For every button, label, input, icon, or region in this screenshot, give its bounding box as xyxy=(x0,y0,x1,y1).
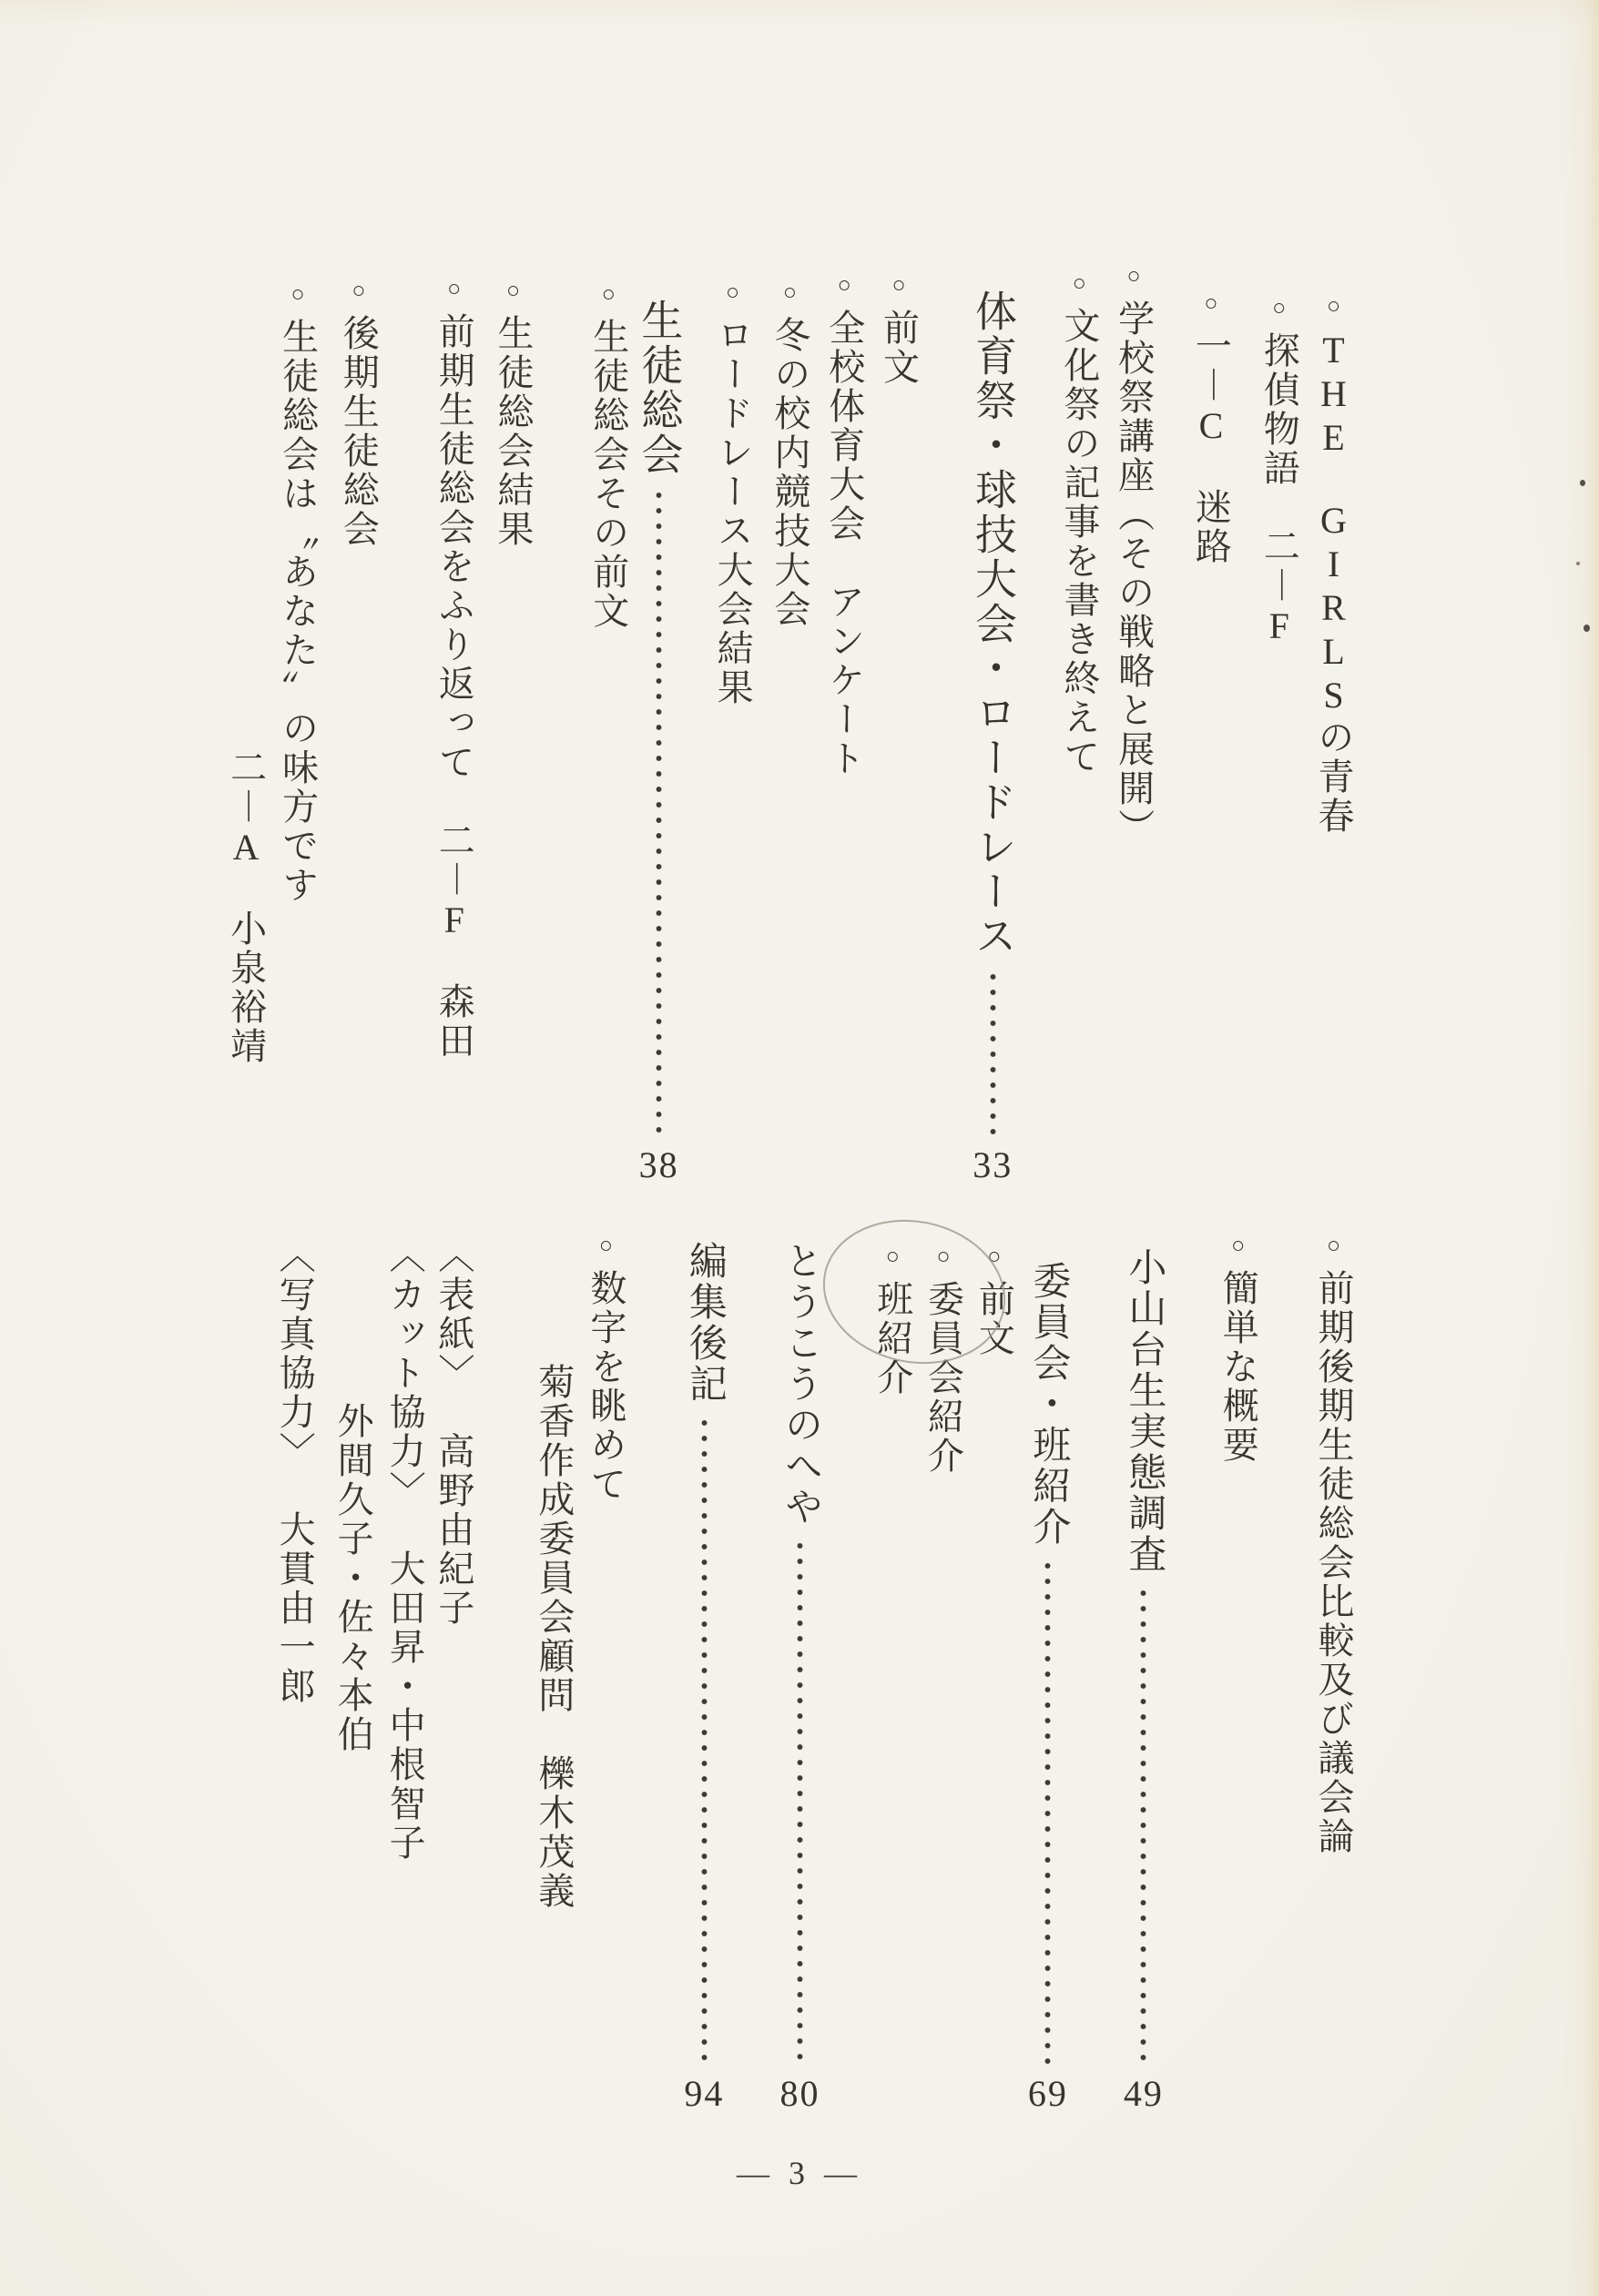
toc-page-number: 69 xyxy=(1027,2073,1068,2114)
toc-entry-text: THE GIRLSの青春 xyxy=(1313,330,1354,836)
item-bullet: ○ xyxy=(1066,271,1092,299)
dotted-leader xyxy=(1140,1588,1146,2067)
scan-speck xyxy=(1576,562,1580,565)
toc-entry xyxy=(1312,1234,1353,2112)
item-bullet: ○ xyxy=(1198,291,1224,319)
item-bullet: ○ xyxy=(346,279,372,306)
toc-entry-text: 探偵物語 二︱F xyxy=(1258,331,1300,649)
toc-entry-text: ロードレース大会結果 xyxy=(712,316,754,707)
toc-page-number: 33 xyxy=(973,1144,1013,1185)
toc-section-heading xyxy=(970,264,1017,1184)
toc-section-heading xyxy=(1026,1234,1069,2112)
toc-entry-text: 簡単な概要 xyxy=(1217,1269,1259,1465)
toc-heading-text: 生徒総会 xyxy=(636,299,683,477)
item-bullet: ○ xyxy=(442,277,467,304)
item-bullet: ○ xyxy=(982,1245,1007,1272)
toc-entry xyxy=(433,264,474,1184)
dotted-leader xyxy=(701,1417,708,2067)
item-bullet: ○ xyxy=(285,282,311,310)
toc-entry xyxy=(973,1234,1014,2112)
toc-entry xyxy=(823,264,864,1184)
toc-entry xyxy=(1113,264,1154,1184)
toc-entry-text: 委員会紹介 xyxy=(922,1280,964,1476)
toc-entry xyxy=(272,264,324,1184)
toc-heading-text: 委員会・班紹介 xyxy=(1027,1261,1070,1548)
toc-entry-text: 文化祭の記事を書き終えて xyxy=(1058,307,1100,777)
toc-heading-text: 編集後記 xyxy=(683,1241,726,1405)
credit-entry xyxy=(273,1234,314,2112)
toc-entry xyxy=(1058,264,1099,1184)
dotted-leader xyxy=(656,490,662,1138)
toc-heading-text: とうこうのへや xyxy=(779,1241,821,1528)
dotted-leader xyxy=(990,971,996,1138)
toc-bottom-section xyxy=(273,1234,1353,2112)
credit-entry-with-names xyxy=(327,1234,431,2112)
toc-entry-text: 後期生徒総会 xyxy=(338,314,380,549)
item-bullet: ○ xyxy=(831,273,857,300)
toc-entry-author xyxy=(528,1234,580,2112)
item-bullet: ○ xyxy=(501,279,525,306)
toc-entry-text: 全校体育大会 アンケート xyxy=(823,309,865,778)
toc-heading-text: 体育祭・球技大会・ロードレース xyxy=(970,290,1017,959)
toc-entry-with-author xyxy=(220,264,324,1184)
item-bullet: ○ xyxy=(1267,296,1292,323)
toc-entry-text: 生徒総会は〝あなた〟の味方です xyxy=(277,318,319,905)
dotted-leader xyxy=(1044,1560,1051,2067)
item-bullet: ○ xyxy=(1321,1234,1346,1261)
toc-entry xyxy=(587,264,628,1184)
toc-entry xyxy=(711,264,752,1184)
item-bullet: ○ xyxy=(931,1245,956,1272)
dotted-leader xyxy=(797,1540,803,2067)
toc-section-heading xyxy=(779,1234,821,2112)
toc-entry-text: 前期生徒総会をふり返って 二︱F 森田 xyxy=(433,312,475,1061)
toc-entry xyxy=(1190,264,1231,1184)
credit-text: ︿カット協力﹀ 大田昇・中根智子 xyxy=(384,1236,426,1863)
item-bullet: ○ xyxy=(1321,294,1346,321)
toc-entry-circled xyxy=(871,1234,912,2112)
credit-text: 外間久子・佐々本伯 xyxy=(332,1402,374,1754)
toc-entry-text: 冬の校内競技大会 xyxy=(769,316,810,629)
toc-entry-with-author xyxy=(528,1234,632,2112)
toc-entry xyxy=(769,264,810,1184)
toc-entry-text: 前文 xyxy=(878,309,920,387)
toc-page-number: 38 xyxy=(638,1144,679,1185)
item-bullet: ○ xyxy=(1121,264,1146,291)
toc-entry xyxy=(338,264,379,1184)
credit-entry xyxy=(433,1234,474,2112)
item-bullet: ○ xyxy=(596,282,621,310)
scan-speck xyxy=(1584,625,1590,632)
author-text: 菊香作成委員会顧問 櫟木茂義 xyxy=(533,1363,575,1911)
toc-entry-text: 学校祭講座︵その戦略と展開︶ xyxy=(1113,300,1155,848)
toc-heading-text: 小山台生実態調査 xyxy=(1123,1247,1166,1575)
toc-entry-text: 前文 xyxy=(973,1280,1015,1358)
toc-top-section xyxy=(211,264,1353,1184)
toc-entry-text: 一︱C 迷路 xyxy=(1190,327,1232,566)
toc-entry-text: 前期後期生徒総会比較及び議会論 xyxy=(1313,1269,1354,1856)
toc-entry-text: 班紹介 xyxy=(871,1280,913,1397)
toc-entry-author xyxy=(220,264,272,1184)
toc-entry xyxy=(922,1234,963,2112)
item-bullet: ○ xyxy=(720,280,746,308)
toc-page-number: 80 xyxy=(779,2073,820,2114)
credit-names xyxy=(327,1234,379,2112)
toc-page-number: 94 xyxy=(684,2073,725,2114)
toc-section-heading xyxy=(636,264,683,1184)
scan-speck xyxy=(1580,480,1585,486)
toc-entry xyxy=(1258,264,1299,1184)
toc-section-heading xyxy=(683,1234,726,2112)
item-bullet: ○ xyxy=(1226,1234,1251,1261)
credit-text: ︿表紙﹀ 高野由紀子 xyxy=(433,1236,474,1628)
footer-page-number: ― 3 ― xyxy=(737,2155,862,2191)
toc-entry xyxy=(1312,264,1353,1184)
toc-entry-text: 数字を眺めて xyxy=(585,1269,626,1504)
item-bullet: ○ xyxy=(777,280,802,308)
toc-page-number: 49 xyxy=(1123,2073,1164,2114)
credit-text: ︿写真協力﹀ 大貫由一郎 xyxy=(274,1236,316,1706)
item-bullet: ○ xyxy=(880,1245,905,1272)
author-text: 二︱A 小泉裕靖 xyxy=(225,748,267,1066)
toc-entry-text: 生徒総会その前文 xyxy=(587,318,629,631)
toc-entry xyxy=(1217,1234,1258,2112)
toc-section-heading xyxy=(1122,1234,1165,2112)
toc-entry xyxy=(492,264,533,1184)
item-bullet: ○ xyxy=(593,1234,618,1261)
item-bullet: ○ xyxy=(886,273,912,300)
credit-entry xyxy=(379,1234,431,2112)
toc-entry xyxy=(580,1234,632,2112)
toc-entry xyxy=(878,264,919,1184)
toc-entry-text: 生徒総会結果 xyxy=(493,314,534,549)
